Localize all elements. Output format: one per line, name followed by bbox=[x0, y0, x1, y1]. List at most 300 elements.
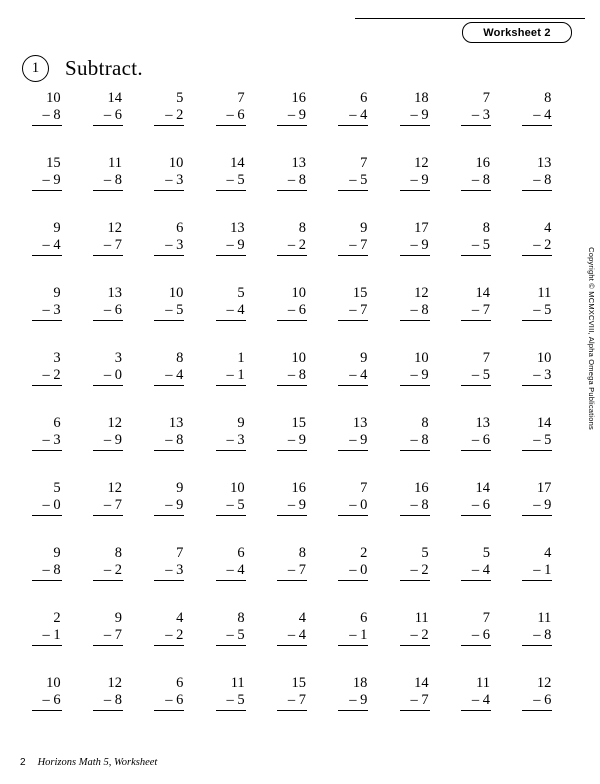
subtrahend bbox=[93, 302, 123, 321]
subtrahend-value: 8 bbox=[544, 627, 552, 643]
subtraction-problem bbox=[32, 220, 62, 256]
subtrahend bbox=[93, 172, 123, 191]
minus-sign-icon: – bbox=[533, 107, 545, 123]
subtraction-problem bbox=[277, 350, 307, 386]
minuend: 18 bbox=[352, 675, 368, 691]
problem-cell bbox=[261, 151, 322, 216]
subtrahend bbox=[216, 692, 246, 711]
minus-sign-icon: – bbox=[103, 432, 115, 448]
subtraction-problem bbox=[277, 285, 307, 321]
subtrahend-value: 6 bbox=[237, 107, 245, 123]
minuend: 8 bbox=[421, 415, 429, 431]
subtrahend-value: 3 bbox=[53, 302, 61, 318]
minus-sign-icon: – bbox=[533, 692, 545, 708]
subtraction-problem bbox=[216, 415, 246, 451]
minuend: 14 bbox=[230, 155, 245, 171]
minuend: 5 bbox=[176, 90, 184, 106]
problem-cell bbox=[139, 606, 200, 671]
subtrahend bbox=[154, 627, 184, 646]
subtraction-problem bbox=[461, 155, 491, 191]
minuend: 10 bbox=[291, 350, 306, 366]
subtrahend bbox=[154, 497, 184, 516]
subtrahend-value: 2 bbox=[544, 237, 552, 253]
problem-cell bbox=[507, 86, 568, 151]
subtraction-problem bbox=[522, 350, 552, 386]
subtrahend bbox=[216, 172, 246, 191]
minuend: 5 bbox=[237, 285, 245, 301]
subtrahend bbox=[277, 692, 307, 711]
problem-cell bbox=[139, 541, 200, 606]
minuend: 18 bbox=[414, 90, 429, 106]
minuend: 9 bbox=[53, 545, 61, 561]
minuend: 12 bbox=[414, 155, 429, 171]
minuend: 6 bbox=[360, 90, 368, 106]
subtrahend-value: 3 bbox=[544, 367, 552, 383]
subtraction-problem bbox=[154, 220, 184, 256]
subtrahend-value: 7 bbox=[421, 692, 429, 708]
subtrahend-value: 0 bbox=[360, 497, 368, 513]
minuend: 9 bbox=[237, 415, 245, 431]
subtrahend bbox=[277, 172, 307, 191]
subtrahend bbox=[277, 107, 307, 126]
minus-sign-icon: – bbox=[165, 692, 177, 708]
subtrahend-value: 4 bbox=[53, 237, 61, 253]
subtrahend-value: 3 bbox=[237, 432, 245, 448]
subtrahend bbox=[522, 562, 552, 581]
minus-sign-icon: – bbox=[349, 302, 361, 318]
subtrahend-value: 7 bbox=[482, 302, 490, 318]
subtrahend bbox=[216, 627, 246, 646]
subtraction-problem bbox=[338, 415, 368, 451]
problem-cell bbox=[445, 541, 506, 606]
minus-sign-icon: – bbox=[471, 562, 483, 578]
minuend: 15 bbox=[291, 415, 306, 431]
problem-cell bbox=[384, 671, 445, 736]
subtrahend-value: 4 bbox=[360, 107, 368, 123]
subtrahend bbox=[93, 562, 123, 581]
subtrahend-value: 5 bbox=[544, 302, 552, 318]
subtrahend bbox=[216, 367, 246, 386]
subtrahend bbox=[216, 562, 246, 581]
subtrahend-value: 9 bbox=[176, 497, 184, 513]
subtrahend bbox=[461, 692, 491, 711]
minus-sign-icon: – bbox=[349, 237, 361, 253]
subtrahend-value: 9 bbox=[114, 432, 122, 448]
minuend: 4 bbox=[544, 545, 552, 561]
minus-sign-icon: – bbox=[533, 172, 545, 188]
subtrahend-value: 7 bbox=[298, 692, 306, 708]
problem-cell bbox=[261, 281, 322, 346]
subtrahend bbox=[277, 367, 307, 386]
subtrahend-value: 2 bbox=[114, 562, 122, 578]
minus-sign-icon: – bbox=[42, 237, 54, 253]
subtraction-problem bbox=[32, 90, 62, 126]
minus-sign-icon: – bbox=[349, 692, 361, 708]
minus-sign-icon: – bbox=[533, 302, 545, 318]
problem-cell bbox=[16, 606, 77, 671]
problem-cell bbox=[507, 606, 568, 671]
problem-cell bbox=[77, 151, 138, 216]
subtrahend-value: 6 bbox=[482, 497, 490, 513]
subtraction-problem bbox=[461, 610, 491, 646]
subtraction-problem bbox=[277, 155, 307, 191]
minuend: 8 bbox=[544, 90, 552, 106]
subtrahend-value: 2 bbox=[53, 367, 61, 383]
subtrahend bbox=[93, 627, 123, 646]
subtrahend-value: 2 bbox=[421, 562, 429, 578]
problem-cell bbox=[16, 411, 77, 476]
problem-cell bbox=[77, 281, 138, 346]
subtrahend-value: 2 bbox=[421, 627, 429, 643]
minus-sign-icon: – bbox=[287, 692, 299, 708]
subtrahend bbox=[32, 237, 62, 256]
subtrahend-value: 5 bbox=[237, 172, 245, 188]
minuend: 2 bbox=[360, 545, 368, 561]
minuend: 13 bbox=[107, 285, 122, 301]
problem-cell bbox=[323, 151, 384, 216]
problem-cell bbox=[200, 411, 261, 476]
problem-cell bbox=[261, 476, 322, 541]
subtrahend-value: 6 bbox=[298, 302, 306, 318]
problem-cell bbox=[77, 671, 138, 736]
minus-sign-icon: – bbox=[226, 627, 238, 643]
subtrahend bbox=[522, 107, 552, 126]
minuend: 6 bbox=[237, 545, 245, 561]
subtrahend-value: 5 bbox=[237, 497, 245, 513]
problem-cell bbox=[445, 346, 506, 411]
minuend: 7 bbox=[360, 480, 368, 496]
subtraction-problem bbox=[93, 350, 123, 386]
problem-cell bbox=[200, 476, 261, 541]
subtrahend-value: 8 bbox=[114, 172, 122, 188]
subtraction-problem bbox=[93, 155, 123, 191]
subtrahend bbox=[522, 172, 552, 191]
subtrahend bbox=[461, 107, 491, 126]
minus-sign-icon: – bbox=[349, 367, 361, 383]
subtrahend-value: 8 bbox=[544, 172, 552, 188]
minuend: 16 bbox=[291, 90, 306, 106]
minus-sign-icon: – bbox=[226, 237, 238, 253]
subtraction-problem bbox=[93, 610, 123, 646]
problem-cell bbox=[507, 151, 568, 216]
problem-cell bbox=[200, 671, 261, 736]
minuend: 14 bbox=[414, 675, 429, 691]
minuend: 2 bbox=[53, 610, 61, 626]
subtraction-problem bbox=[400, 350, 430, 386]
minus-sign-icon: – bbox=[103, 107, 115, 123]
problem-cell bbox=[139, 476, 200, 541]
minus-sign-icon: – bbox=[103, 692, 115, 708]
minuend: 10 bbox=[414, 350, 429, 366]
subtrahend bbox=[461, 432, 491, 451]
problem-cell bbox=[323, 476, 384, 541]
problem-cell bbox=[323, 541, 384, 606]
problem-cell bbox=[139, 411, 200, 476]
minus-sign-icon: – bbox=[471, 692, 483, 708]
subtrahend-value: 7 bbox=[360, 237, 368, 253]
subtrahend bbox=[338, 172, 368, 191]
subtrahend-value: 9 bbox=[421, 107, 429, 123]
minus-sign-icon: – bbox=[471, 627, 483, 643]
subtraction-problem bbox=[216, 675, 246, 711]
subtrahend bbox=[216, 107, 246, 126]
subtraction-problem bbox=[338, 285, 368, 321]
subtrahend-value: 9 bbox=[421, 367, 429, 383]
problem-cell bbox=[445, 411, 506, 476]
subtrahend bbox=[277, 302, 307, 321]
subtraction-problem bbox=[32, 155, 62, 191]
problem-cell bbox=[507, 671, 568, 736]
subtrahend bbox=[93, 367, 123, 386]
subtrahend-value: 6 bbox=[544, 692, 552, 708]
subtraction-problem bbox=[216, 90, 246, 126]
subtrahend bbox=[400, 497, 430, 516]
subtrahend bbox=[93, 237, 123, 256]
subtrahend bbox=[400, 237, 430, 256]
subtrahend bbox=[32, 367, 62, 386]
subtrahend bbox=[338, 237, 368, 256]
problem-cell bbox=[507, 411, 568, 476]
subtrahend-value: 3 bbox=[176, 172, 184, 188]
problem-cell bbox=[200, 541, 261, 606]
subtrahend bbox=[461, 302, 491, 321]
problem-cell bbox=[77, 411, 138, 476]
subtrahend-value: 0 bbox=[114, 367, 122, 383]
subtraction-problem bbox=[216, 545, 246, 581]
subtraction-problem bbox=[93, 545, 123, 581]
problem-cell bbox=[384, 346, 445, 411]
minus-sign-icon: – bbox=[42, 172, 54, 188]
subtrahend-value: 4 bbox=[176, 367, 184, 383]
minus-sign-icon: – bbox=[287, 172, 299, 188]
minus-sign-icon: – bbox=[410, 302, 422, 318]
side-copyright: Copyright © MCMXCVIII, Alpha Omega Publications bbox=[587, 247, 596, 430]
minuend: 16 bbox=[291, 480, 306, 496]
problem-cell bbox=[139, 281, 200, 346]
minus-sign-icon: – bbox=[226, 367, 238, 383]
minus-sign-icon: – bbox=[226, 107, 238, 123]
problem-cell bbox=[16, 476, 77, 541]
subtrahend bbox=[32, 497, 62, 516]
minuend: 5 bbox=[421, 545, 429, 561]
subtrahend bbox=[32, 107, 62, 126]
problem-cell bbox=[139, 216, 200, 281]
worksheet-badge: Worksheet 2 bbox=[462, 22, 572, 43]
problem-cell bbox=[323, 346, 384, 411]
subtrahend bbox=[32, 172, 62, 191]
subtrahend-value: 7 bbox=[114, 627, 122, 643]
minus-sign-icon: – bbox=[471, 367, 483, 383]
problem-cell bbox=[77, 346, 138, 411]
subtraction-problem bbox=[154, 90, 184, 126]
minus-sign-icon: – bbox=[349, 627, 361, 643]
subtraction-problem bbox=[522, 155, 552, 191]
subtrahend-value: 4 bbox=[237, 302, 245, 318]
subtrahend-value: 8 bbox=[114, 692, 122, 708]
subtraction-problem bbox=[93, 285, 123, 321]
problem-cell bbox=[507, 281, 568, 346]
minus-sign-icon: – bbox=[103, 302, 115, 318]
subtrahend-value: 3 bbox=[53, 432, 61, 448]
minuend: 6 bbox=[360, 610, 368, 626]
subtrahend-value: 8 bbox=[482, 172, 490, 188]
subtrahend bbox=[32, 432, 62, 451]
subtrahend-value: 6 bbox=[482, 432, 490, 448]
subtrahend bbox=[400, 562, 430, 581]
subtraction-problem bbox=[400, 90, 430, 126]
subtrahend-value: 9 bbox=[298, 107, 306, 123]
subtrahend bbox=[461, 237, 491, 256]
problem-cell bbox=[323, 411, 384, 476]
subtrahend bbox=[277, 432, 307, 451]
minuend: 10 bbox=[230, 480, 245, 496]
minus-sign-icon: – bbox=[42, 107, 54, 123]
problem-cell bbox=[261, 606, 322, 671]
minus-sign-icon: – bbox=[103, 367, 115, 383]
problem-cell bbox=[139, 151, 200, 216]
problem-cell bbox=[16, 86, 77, 151]
subtrahend-value: 7 bbox=[298, 562, 306, 578]
problem-cell bbox=[261, 86, 322, 151]
minuend: 13 bbox=[230, 220, 245, 236]
instruction-text: Subtract. bbox=[65, 56, 143, 80]
minus-sign-icon: – bbox=[349, 562, 361, 578]
subtraction-problem bbox=[154, 350, 184, 386]
minus-sign-icon: – bbox=[410, 367, 422, 383]
minus-sign-icon: – bbox=[42, 432, 54, 448]
minus-sign-icon: – bbox=[103, 172, 115, 188]
subtraction-problem bbox=[522, 545, 552, 581]
subtraction-problem bbox=[32, 610, 62, 646]
minus-sign-icon: – bbox=[287, 497, 299, 513]
problem-cell bbox=[261, 216, 322, 281]
subtraction-problem bbox=[338, 545, 368, 581]
subtrahend-value: 4 bbox=[237, 562, 245, 578]
minus-sign-icon: – bbox=[410, 172, 422, 188]
minus-sign-icon: – bbox=[165, 562, 177, 578]
subtrahend bbox=[277, 497, 307, 516]
subtrahend bbox=[154, 562, 184, 581]
minus-sign-icon: – bbox=[287, 627, 299, 643]
minus-sign-icon: – bbox=[165, 497, 177, 513]
minuend: 9 bbox=[360, 220, 368, 236]
subtrahend bbox=[32, 302, 62, 321]
subtrahend-value: 0 bbox=[360, 562, 368, 578]
minus-sign-icon: – bbox=[471, 237, 483, 253]
subtrahend-value: 6 bbox=[53, 692, 61, 708]
minus-sign-icon: – bbox=[42, 627, 54, 643]
subtrahend bbox=[461, 627, 491, 646]
problem-cell bbox=[445, 86, 506, 151]
subtrahend-value: 2 bbox=[298, 237, 306, 253]
subtrahend-value: 3 bbox=[176, 237, 184, 253]
minuend: 11 bbox=[414, 610, 429, 626]
subtrahend-value: 1 bbox=[53, 627, 61, 643]
minuend: 7 bbox=[360, 155, 368, 171]
subtrahend-value: 9 bbox=[544, 497, 552, 513]
subtraction-problem bbox=[277, 220, 307, 256]
minuend: 6 bbox=[176, 675, 184, 691]
subtraction-problem bbox=[32, 285, 62, 321]
problem-cell bbox=[445, 151, 506, 216]
subtrahend-value: 9 bbox=[237, 237, 245, 253]
subtraction-problem bbox=[400, 220, 430, 256]
minus-sign-icon: – bbox=[533, 237, 545, 253]
subtrahend-value: 8 bbox=[53, 562, 61, 578]
subtrahend bbox=[277, 562, 307, 581]
minuend: 9 bbox=[53, 285, 61, 301]
minus-sign-icon: – bbox=[349, 497, 361, 513]
page-footer bbox=[20, 757, 157, 768]
subtrahend-value: 3 bbox=[482, 107, 490, 123]
minuend: 7 bbox=[482, 350, 490, 366]
lesson-number-badge: 1 bbox=[22, 55, 49, 82]
problem-cell bbox=[507, 476, 568, 541]
subtraction-problem bbox=[400, 675, 430, 711]
subtrahend-value: 9 bbox=[360, 692, 368, 708]
minus-sign-icon: – bbox=[287, 562, 299, 578]
subtraction-problem bbox=[522, 415, 552, 451]
problem-cell bbox=[200, 86, 261, 151]
minuend: 12 bbox=[536, 675, 552, 691]
minus-sign-icon: – bbox=[42, 497, 54, 513]
minuend: 11 bbox=[537, 285, 552, 301]
problem-cell bbox=[323, 281, 384, 346]
problem-cell bbox=[139, 86, 200, 151]
subtraction-problem bbox=[461, 675, 491, 711]
problem-cell bbox=[261, 671, 322, 736]
subtrahend bbox=[216, 302, 246, 321]
subtrahend bbox=[400, 432, 430, 451]
subtraction-problem bbox=[216, 220, 246, 256]
minus-sign-icon: – bbox=[349, 172, 361, 188]
problem-cell bbox=[77, 541, 138, 606]
problem-cell bbox=[384, 411, 445, 476]
subtrahend bbox=[522, 302, 552, 321]
problem-cell bbox=[200, 346, 261, 411]
minus-sign-icon: – bbox=[226, 497, 238, 513]
minus-sign-icon: – bbox=[287, 302, 299, 318]
minuend: 9 bbox=[53, 220, 61, 236]
minus-sign-icon: – bbox=[165, 172, 177, 188]
subtrahend-value: 4 bbox=[360, 367, 368, 383]
subtrahend bbox=[400, 367, 430, 386]
minus-sign-icon: – bbox=[226, 302, 238, 318]
subtrahend-value: 1 bbox=[544, 562, 552, 578]
subtrahend bbox=[93, 107, 123, 126]
problem-cell bbox=[139, 671, 200, 736]
problem-cell bbox=[200, 281, 261, 346]
minus-sign-icon: – bbox=[226, 432, 238, 448]
subtrahend-value: 8 bbox=[176, 432, 184, 448]
minuend: 15 bbox=[46, 155, 61, 171]
subtraction-problem bbox=[522, 480, 552, 516]
problem-cell bbox=[139, 346, 200, 411]
subtraction-problem bbox=[461, 285, 491, 321]
subtrahend-value: 9 bbox=[298, 497, 306, 513]
subtrahend bbox=[32, 692, 62, 711]
minus-sign-icon: – bbox=[226, 172, 238, 188]
minuend: 5 bbox=[53, 480, 61, 496]
subtrahend bbox=[338, 692, 368, 711]
minuend: 12 bbox=[414, 285, 429, 301]
problem-cell bbox=[384, 151, 445, 216]
subtraction-problem bbox=[32, 675, 62, 711]
subtraction-problem bbox=[216, 155, 246, 191]
problem-cell bbox=[200, 151, 261, 216]
subtrahend-value: 8 bbox=[298, 172, 306, 188]
minuend: 9 bbox=[114, 610, 122, 626]
